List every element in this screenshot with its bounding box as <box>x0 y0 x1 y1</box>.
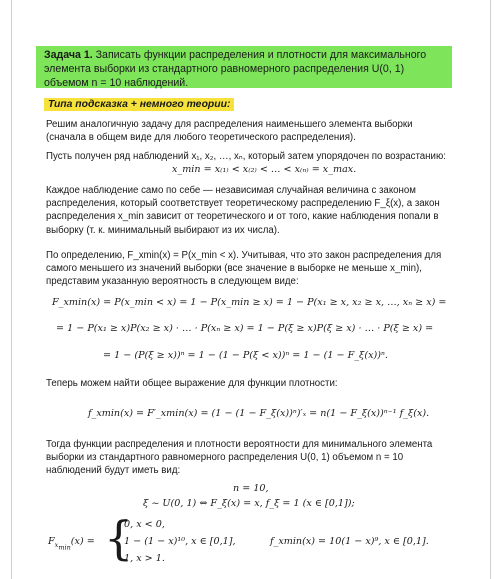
equation-order: x_min = x₍₁₎ < x₍₂₎ < … < x₍ₙ₎ = x_max. <box>172 164 357 175</box>
equation-cdf-line1: F_xmin(x) = P(x_min < x) = 1 − P(x_min ≥ x) = 1 − P(x₁ ≥ x, x₂ ≥ x, …, xₙ ≥ x) = <box>52 297 447 308</box>
paragraph-observations: Пусть получен ряд наблюдений x₁, x₂, …, xₙ, который затем упорядочен по возрастанию: <box>46 151 446 162</box>
task-label: Задача 1. <box>44 49 93 61</box>
piece-row-3: 1, x > 1. <box>124 553 165 564</box>
hint-heading: Типа подсказка + немного теории: <box>44 98 234 111</box>
task-box <box>36 46 452 88</box>
piece-row-1: 0, x < 0, <box>124 519 165 530</box>
equation-cdf-label: $F_{x_{min}}(x)$ = <box>48 536 95 552</box>
equation-density-final: f_xmin(x) = 10(1 − x)⁹, x ∈ [0,1]. <box>270 536 429 547</box>
paragraph-independence: Каждое наблюдение само по себе — независимая случайная величина с законом распределения, который соответствует теоретическому распределению F_ξ(x), а закон распределения x_min зависит от теоретического и от того, какие наблюдения попали в выборку (т. к. минимальный выбирают из их числа). <box>46 185 440 236</box>
equation-cdf-line2: = 1 − P(x₁ ≥ x)P(x₂ ≥ x) · … · P(xₙ ≥ x) = 1 − P(ξ ≥ x)P(ξ ≥ x) · … · P(ξ ≥ x) = <box>56 323 434 334</box>
piece-row-2: 1 − (1 − x)¹⁰, x ∈ [0,1], <box>124 536 236 547</box>
paragraph-intro: Решим аналогичную задачу для распределения наименьшего элемента выборки (сначала в общем виде для любого теоретического распределения). <box>46 119 413 143</box>
equation-pdf: f_xmin(x) = F′_xmin(x) = (1 − (1 − F_ξ(x))ⁿ)′ₓ = n(1 − F_ξ(x))ⁿ⁻¹ f_ξ(x). <box>88 408 430 419</box>
paragraph-definition: По определению, F_xmin(x) = P(x_min < x). Учитывая, что это закон распределения для самого меньшего из значений выборки (все значение в выборке не меньше x_min), представим указанную вероятность в следующем виде: <box>46 250 442 288</box>
paragraph-density-intro: Теперь можем найти общее выражение для функции плотности: <box>46 378 338 389</box>
piecewise-brace: { <box>104 511 134 565</box>
equation-n-value: n = 10, <box>233 483 269 494</box>
task-text: Записать функции распределения и плотности для максимального элемента выборки из стандартного равномерного распределения U(0, 1) объемом n = 10 наблюдений. <box>44 49 427 89</box>
equation-uniform: ξ ~ U(0, 1) ⇔ F_ξ(x) = x, f_ξ = 1 (x ∈ [0,1]); <box>143 498 355 509</box>
equation-cdf-line3: = 1 − (P(ξ ≥ x))ⁿ = 1 − (1 − P(ξ < x))ⁿ = 1 − (1 − F_ξ(x))ⁿ. <box>103 350 388 361</box>
paragraph-uniform-case: Тогда функции распределения и плотности вероятности для минимального элемента выборки из стандартного равномерного распределения U(0, 1) объемом n = 10 наблюдений будут иметь вид: <box>46 439 433 476</box>
